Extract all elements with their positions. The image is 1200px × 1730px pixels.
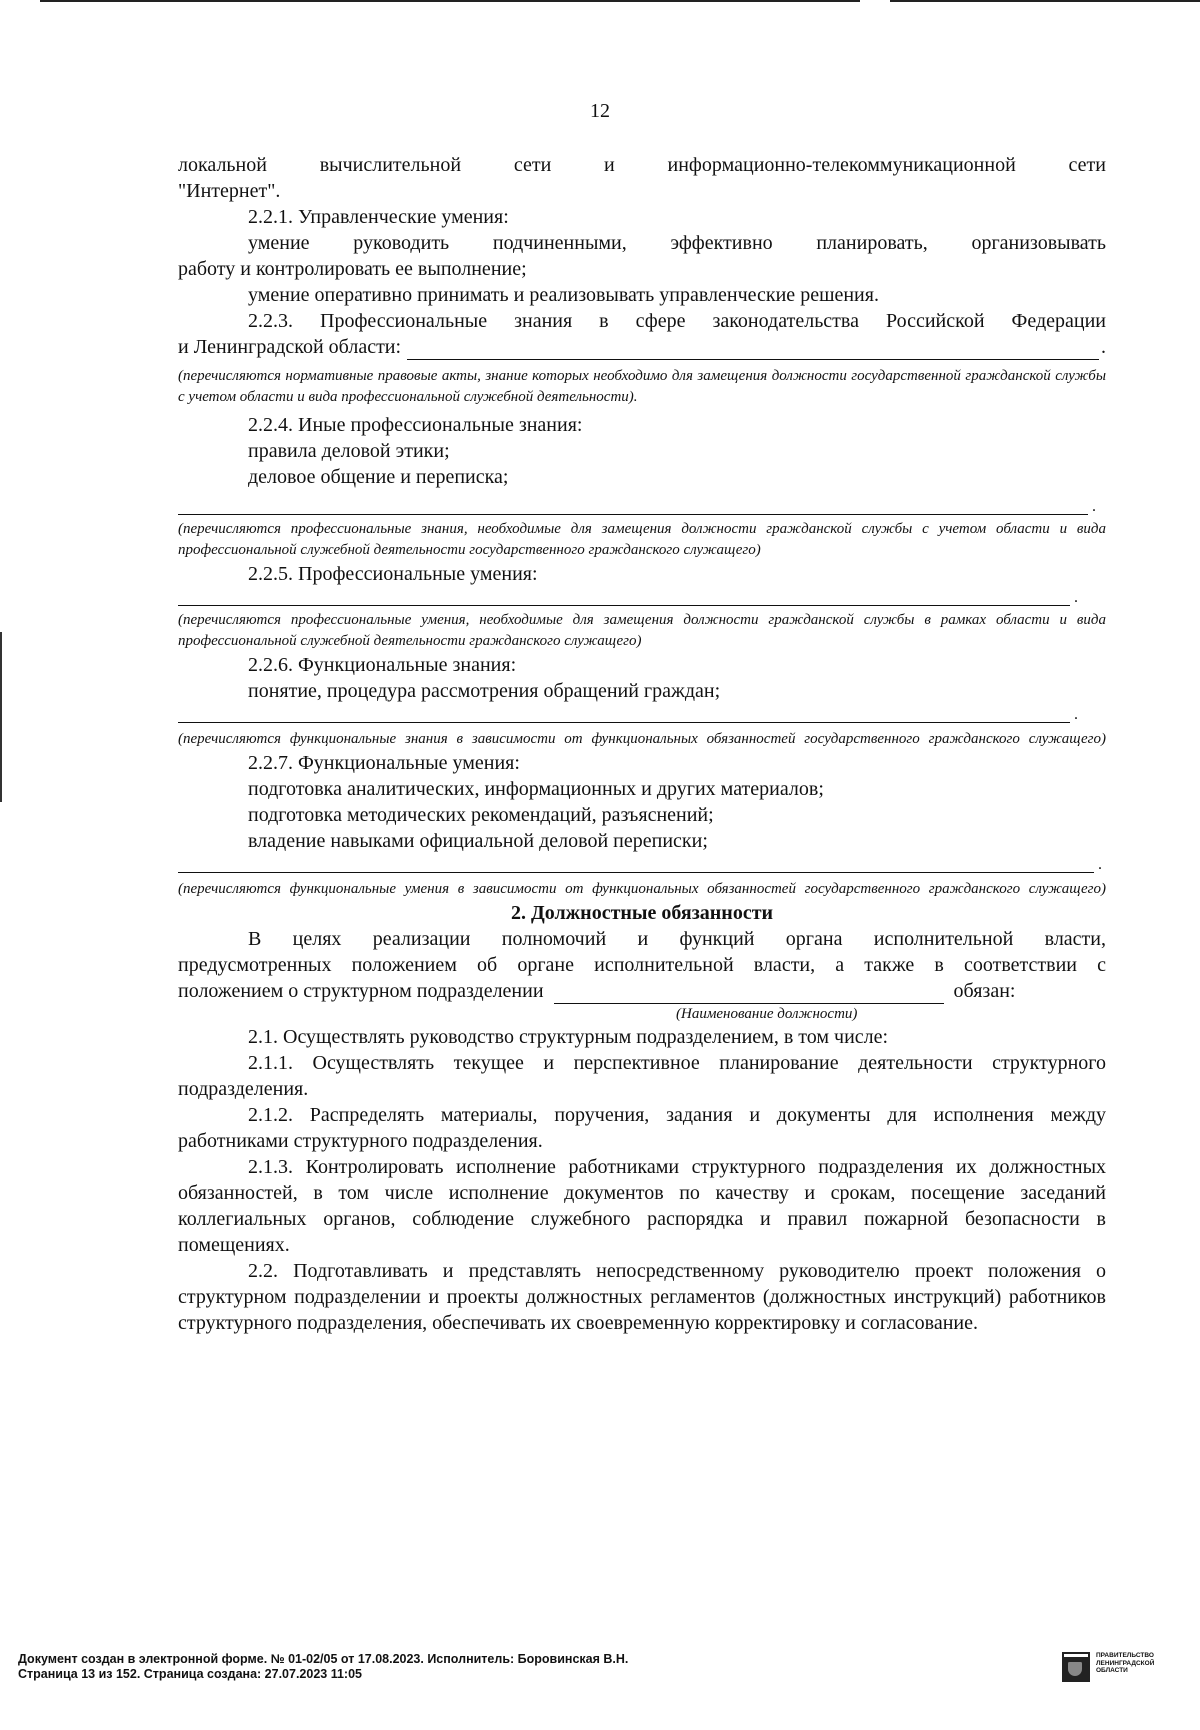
paragraph: 2.1.3. Контролировать исполнение работниками структурного подразделения их должностных обязанностей, в том числе исполнение документов по качеству и срокам, посещение заседаний коллегиальных органов, соблюдение служебного распорядка и правил пожарной безопасности в помещениях. bbox=[178, 1156, 1106, 1256]
text-line: 2.2.3. Профессиональные знания в сфере законодательства Российской Федерации bbox=[248, 310, 1106, 332]
fill-in-line bbox=[178, 978, 1106, 1004]
text-line: 2.2.4. Иные профессиональные знания: bbox=[248, 414, 583, 436]
instruction-note: (перечисляются профессиональные умения, необходимые для замещения должности гражданской службы в рамках области и вида профессиональной служебной деятельности гражданского служащего) bbox=[178, 612, 1106, 649]
top-rule-left bbox=[40, 0, 860, 2]
logo-text: ПРАВИТЕЛЬСТВО ЛЕНИНГРАДСКОЙ ОБЛАСТИ bbox=[1096, 1652, 1155, 1674]
blank-underline bbox=[554, 983, 944, 1004]
text-line: 2.2.5. Профессиональные умения: bbox=[248, 563, 538, 585]
section-title: 2. Должностные обязанности bbox=[510, 902, 774, 924]
blank-underline bbox=[178, 712, 1070, 723]
paragraph: 2.1.2. Распределять материалы, поручения, задания и документы для исполнения между работниками структурного подразделения. bbox=[178, 1104, 1106, 1152]
text-line: "Интернет". bbox=[178, 180, 281, 202]
field-caption: (Наименование должности) bbox=[676, 1006, 858, 1022]
blank-underline bbox=[407, 341, 1099, 360]
text-line: подготовка аналитических, информационных и других материалов; bbox=[248, 778, 824, 800]
text-line: 2.2.6. Функциональные знания: bbox=[248, 654, 517, 676]
document-body bbox=[178, 152, 1106, 1336]
text-line: 2.2.1. Управленческие умения: bbox=[248, 206, 509, 228]
paragraph: 2.1.1. Осуществлять текущее и перспективное планирование деятельности структурного подразделения. bbox=[178, 1052, 1106, 1100]
text-line: деловое общение и переписка; bbox=[248, 466, 509, 488]
text-line: работу и контролировать ее выполнение; bbox=[178, 258, 527, 280]
blank-underline bbox=[178, 862, 1094, 873]
coat-of-arms-icon bbox=[1062, 1652, 1090, 1682]
instruction-note: (перечисляются нормативные правовые акты, знание которых необходимо для замещения должности государственной гражданской службы с учетом области и вида профессиональной служебной деятельности). bbox=[178, 368, 1106, 405]
text-line: обязан: bbox=[953, 980, 1016, 1002]
paragraph: В целях реализации полномочий и функций органа исполнительной власти, bbox=[248, 928, 1106, 950]
text-line: положением о структурном подразделении bbox=[178, 980, 544, 1002]
page-number: 12 bbox=[590, 100, 610, 122]
text-line: подготовка методических рекомендаций, разъяснений; bbox=[248, 804, 714, 826]
document-footer bbox=[18, 1652, 918, 1682]
government-logo bbox=[1062, 1652, 1176, 1682]
text-line: понятие, процедура рассмотрения обращений граждан; bbox=[248, 680, 721, 702]
fill-in-line: и Ленинградской области: . bbox=[178, 336, 1106, 358]
paragraph: 2.1. Осуществлять руководство структурным подразделением, в том числе: bbox=[248, 1026, 889, 1048]
text-line: локальной вычислительной сети и информационно-телекоммуникационной сети bbox=[178, 154, 1106, 176]
top-rule-right bbox=[890, 0, 1200, 2]
text-line: умение оперативно принимать и реализовывать управленческие решения. bbox=[248, 284, 879, 306]
footer-line: Страница 13 из 152. Страница создана: 27.07.2023 11:05 bbox=[18, 1667, 362, 1681]
instruction-note: (перечисляются функциональные умения в зависимости от функциональных обязанностей государственного гражданского служащего) bbox=[178, 881, 1106, 897]
instruction-note: (перечисляются функциональные знания в зависимости от функциональных обязанностей государственного гражданского служащего) bbox=[178, 731, 1106, 747]
instruction-note: (перечисляются профессиональные знания, необходимые для замещения должности гражданской службы с учетом области и вида профессиональной служебной деятельности государственного гражданского служащего) bbox=[178, 521, 1106, 558]
text-line: владение навыками официальной деловой переписки; bbox=[248, 830, 708, 852]
blank-underline bbox=[178, 595, 1070, 606]
paragraph: 2.2. Подготавливать и представлять непосредственному руководителю проект положения о структурном подразделении и проекты должностных регламентов (должностных инструкций) работников структурного подразделения, обеспечивать их своевременную корректировку и согласование. bbox=[178, 1260, 1106, 1334]
blank-underline bbox=[178, 504, 1088, 515]
footer-line: Документ создан в электронной форме. № 01-02/05 от 17.08.2023. Исполнитель: Боровинская В.Н. bbox=[18, 1652, 629, 1666]
paragraph: предусмотренных положением об органе исполнительной власти, а также в соответствии с bbox=[178, 954, 1106, 976]
text-line: правила деловой этики; bbox=[248, 440, 450, 462]
text-line: 2.2.7. Функциональные умения: bbox=[248, 752, 520, 774]
text-line: и Ленинградской области: bbox=[178, 336, 402, 358]
scan-edge-mark bbox=[0, 632, 2, 802]
text-line: умение руководить подчиненными, эффективно планировать, организовывать bbox=[248, 232, 1106, 254]
